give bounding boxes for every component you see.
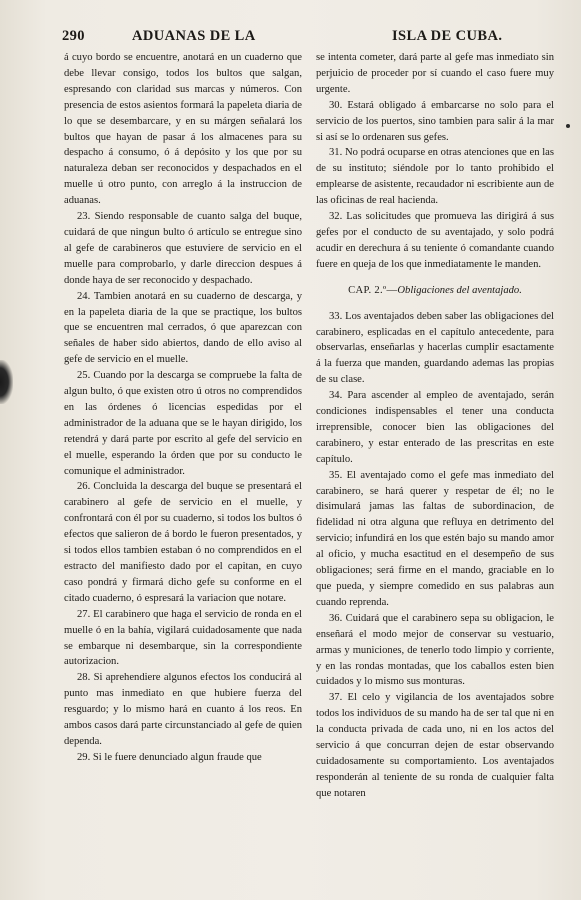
right-column [316, 50, 554, 802]
article-33: 33. Los aventajados deben saber las obligaciones del carabinero, esplicadas en el capítulo antecedente, para observarlas, enseñarlas y hacerlas cumplir esactamente á la fuerza que manden, guardando ademas las propias de su clase. [316, 310, 554, 386]
article-29: 29. Si le fuere denunciado algun fraude que [77, 751, 262, 763]
section-heading [316, 283, 554, 299]
chapter-title: Obligaciones del aventajado. [397, 284, 522, 296]
article-23: 23. Siendo responsable de cuanto salga del buque, cuidará de que ningun bulto ó artículo se entregue sino al gefe de carabineros que estuviere de servicio en el muelle para comprobarlo, y darle direccion despues á donde haya de ser reconocido y despachado. [64, 211, 302, 286]
article-28: 28. Si aprehendiere algunos efectos los conducirá al punto mas inmediato en que hubiere fuerza del resguardo; y lo mismo hará en cuanto á los reos. En ambos casos dará parte circunstanciado al gefe de quien dependa. [64, 672, 302, 747]
running-title-right: ISLA DE CUBA. [392, 28, 503, 44]
article-36: 36. Cuidará que el carabinero sepa su obligacion, le enseñará el modo mejor de conservar su vestuario, armas y municiones, de tenerlo todo limpio y corriente, y en las rondas montadas, que los caballos esten bien cuidados y lo mismo sus monturas. [316, 612, 554, 688]
article-35: 35. El aventajado como el gefe mas inmediato del carabinero, se hará querer y respetar de él; no le disimulará jamas las faltas de subordinacion, de fidelidad ni otra alguna que refluya en detrimento del servicio; infundirá en los que estén bajo su mando amor al oficio, y mucha esactitud en el desempeño de sus obligaciones; será firme en el mando, graciable en lo que pueda, y siempre comedido en sus palabras aun cuando reprenda. [316, 469, 554, 608]
article-24: 24. Tambien anotará en su cuaderno de descarga, y en la papeleta diaria de la que se practique, los bultos que se encuentren mal cerrados, ó que aparezcan con señales de haber sido abiertos, dando de ello aviso al gefe de servicio en el muelle. [64, 290, 302, 366]
article-26: 26. Concluida la descarga del buque se presentará el carabinero al gefe de servicio en el muelle, y confrontará con él por su cuaderno, si todos los bultos ó efectos que salieron de á bordo le fueron presentados, y si todos ellos tambien estaban ó no comprendidos en el estracto del manifiesto dado por el capitan, en cuyo caso pondrá y firmará dicho gefe su conforme en el citado cuaderno, ó espresará la variacion que notare. [64, 481, 302, 604]
article-31: 31. No podrá ocuparse en otras atenciones que en las de su instituto; siéndole por lo tanto prohibido el emplearse de asistente, recaudador ni escribiente aun de las oficinas de real hacienda. [316, 147, 554, 207]
binding-shadow [0, 360, 13, 404]
ink-speck [566, 124, 570, 128]
article-34: 34. Para ascender al empleo de aventajado, serán condiciones indispensables el tener una conducta irreprensible, conocer bien las obligaciones del carabinero, y estar enterado de las prescritas en este capítulo. [316, 390, 554, 465]
paragraph: á cuyo bordo se encuentre, anotará en un cuaderno que debe llevar consigo, todos los bultos que salgan, espresando con claridad sus marcas y números. Con presencia de estos asientos formará la papeleta diaria de lo que se desembarcare, y en su márgen señalará los bultos que hayan de pasar á los almacenes para su despacho á consumo, ó á depósito y los que por su naturaleza deban ser reconocidos y despachados en el muelle ú otro punto, con arreglo á la instruccion de aduanas. [64, 52, 302, 207]
paragraph: se intenta cometer, dará parte al gefe mas inmediato sin perjuicio de proceder por sí cuando el caso fuere muy urgente. [316, 52, 554, 95]
page-number: 290 [62, 28, 85, 44]
article-25: 25. Cuando por la descarga se compruebe la falta de algun bulto, ó que existen otro ú otros no comprendidos en las órdenes ó licencias espedidas por el administrador de la aduana que se le hayan dirigido, los retendrá y dará parte por escrito al gefe del servicio en el muelle, esperando la órden que por su conducto le comunique el administrador. [64, 370, 302, 477]
page-header [0, 28, 581, 50]
article-37: 37. El celo y vigilancia de los aventajados sobre todos los individuos de su mando ha de ser tal que ni en la conducta privada de cada uno, ni en los actos del servicio á que concurran dejen de estar observando cuidadosamente su comportamiento. Los aventajados responderán al teniente de su ronda de cualquier falta que notaren [316, 692, 554, 799]
running-title-left: ADUANAS DE LA [132, 28, 256, 44]
article-30: 30. Estará obligado á embarcarse no solo para el servicio de los puertos, sino tambien para salir á la mar si así se lo ordenaren sus gefes. [316, 99, 554, 143]
article-32: 32. Las solicitudes que promueva las dirigirá á sus gefes por el conducto de su aventajado, y solo podrá acudir en derechura á su teniente ó comandante cuando fuere en queja de los que inmediatamente le manden. [316, 211, 554, 270]
chapter-label: CAP. 2.º— [348, 284, 398, 296]
left-column [64, 50, 302, 766]
article-27: 27. El carabinero que haga el servicio de ronda en el muelle ó en la bahía, vigilará cuidadosamente que nada se embarque ni desembarque, sin la correspondiente autorizacion. [64, 608, 302, 668]
